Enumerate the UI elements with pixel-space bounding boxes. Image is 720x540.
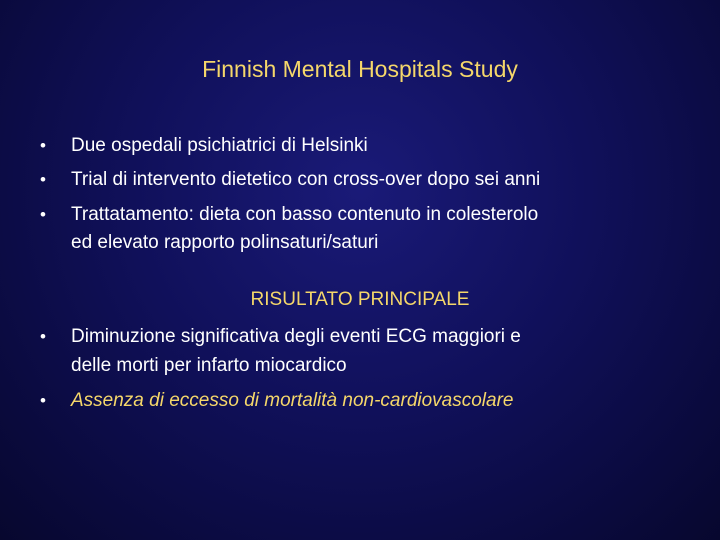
- bullet-icon: •: [40, 391, 46, 410]
- bullet-icon: •: [40, 170, 46, 189]
- bullet-icon: •: [40, 327, 46, 346]
- result-heading: RISULTATO PRINCIPALE: [250, 289, 470, 310]
- bullet-icon: •: [40, 136, 46, 155]
- slide-title: Finnish Mental Hospitals Study: [202, 56, 518, 82]
- bullet-text: Trattatamento: dieta con basso contenuto in colesterolo: [71, 204, 539, 225]
- bullet-text: Due ospedali psichiatrici di Helsinki: [71, 135, 368, 156]
- bullet-icon: •: [40, 205, 46, 224]
- bullet-text: ed elevato rapporto polinsaturi/saturi: [71, 232, 379, 253]
- bullet-text: Trial di intervento dietetico con cross-over dopo sei anni: [71, 169, 541, 190]
- bullet-text: Diminuzione significativa degli eventi ECG maggiori e: [71, 326, 521, 347]
- bullet-text: Assenza di eccesso di mortalità non-cardiovascolare: [71, 390, 514, 411]
- bullet-text: delle morti per infarto miocardico: [71, 355, 347, 376]
